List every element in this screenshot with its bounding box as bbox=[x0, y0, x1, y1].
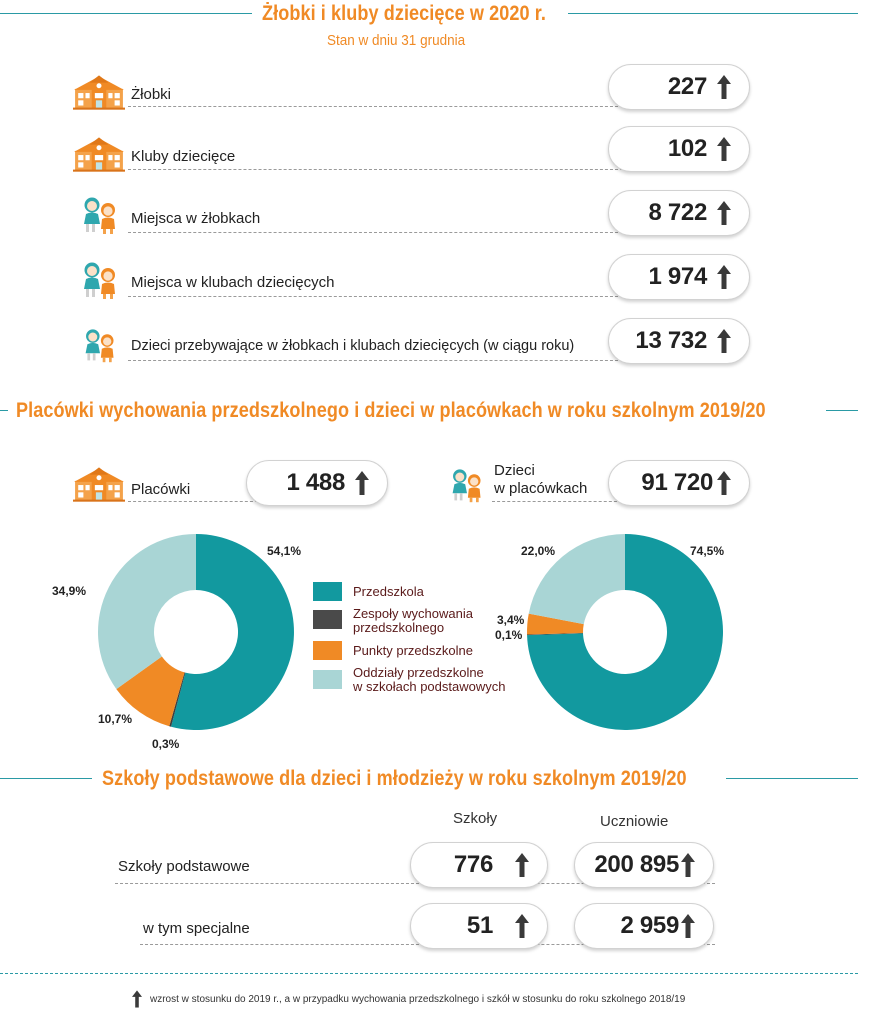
value-children: 91 720 bbox=[641, 469, 713, 496]
section3-line-right bbox=[726, 778, 858, 779]
value-pill-children bbox=[608, 460, 750, 506]
arrow-up-icon bbox=[717, 329, 731, 353]
value-pill-students bbox=[574, 842, 714, 888]
legend-swatch bbox=[313, 582, 342, 601]
legend-label: Przedszkola bbox=[353, 584, 424, 599]
donut-slice-4 bbox=[98, 534, 196, 689]
children-icon bbox=[80, 260, 120, 302]
section2-title: Placówki wychowania przedszkolnego i dzieci w placówkach w roku szkolnym 2019/20 bbox=[16, 399, 766, 422]
row-divider bbox=[128, 501, 258, 502]
value-miejsca-kluby: 1 974 bbox=[648, 263, 707, 290]
pct-label: 10,7% bbox=[98, 712, 133, 726]
children-label-2: w placówkach bbox=[494, 480, 588, 497]
facilities-label: Placówki bbox=[131, 481, 191, 498]
children-label-1: Dzieci bbox=[494, 462, 535, 479]
arrow-up-icon bbox=[717, 201, 731, 225]
row-label-miejsca-kluby: Miejsca w klubach dziecięcych bbox=[131, 274, 335, 291]
legend-label: przedszkolnego bbox=[353, 620, 445, 635]
value-miejsca-zlobki: 8 722 bbox=[648, 199, 707, 226]
arrow-up-icon bbox=[681, 914, 695, 938]
section1-title: Żłobki i kluby dziecięce w 2020 r. bbox=[262, 2, 546, 25]
legend-swatch bbox=[313, 641, 342, 660]
section1-line-right bbox=[568, 13, 858, 14]
row-divider bbox=[128, 106, 623, 107]
value-pill-zlobki bbox=[608, 64, 750, 110]
value-schools: 776 bbox=[453, 851, 493, 878]
row-divider bbox=[128, 296, 623, 297]
donut-chart-children bbox=[525, 532, 725, 732]
pct-label: 3,4% bbox=[497, 613, 525, 627]
pct-label: 22,0% bbox=[521, 544, 556, 558]
row-label-kluby: Kluby dziecięce bbox=[131, 148, 236, 165]
children-icon bbox=[447, 468, 487, 504]
row-divider bbox=[128, 232, 623, 233]
legend-swatch bbox=[313, 610, 342, 629]
arrow-up-icon bbox=[717, 265, 731, 289]
children-icon bbox=[80, 328, 120, 364]
pct-label: 0,3% bbox=[152, 737, 180, 751]
value-schools-special: 51 bbox=[466, 912, 493, 939]
section1-line-left bbox=[0, 13, 252, 14]
value-kluby: 102 bbox=[667, 135, 707, 162]
building-icon bbox=[73, 466, 125, 502]
column-header-schools: Szkoły bbox=[453, 810, 498, 827]
legend-swatch bbox=[313, 670, 342, 689]
value-pill-miejsca-zlobki bbox=[608, 190, 750, 236]
value-pill-schools-special bbox=[410, 903, 548, 949]
value-facilities: 1 488 bbox=[286, 469, 345, 496]
building-icon bbox=[73, 136, 125, 172]
section3-line-left bbox=[0, 778, 92, 779]
arrow-up-icon bbox=[132, 990, 142, 1008]
children-icon bbox=[80, 195, 120, 237]
building-icon bbox=[73, 74, 125, 110]
legend-label: Oddziały przedszkolne bbox=[353, 665, 484, 680]
row-label-specjalne: w tym specjalne bbox=[143, 920, 250, 937]
value-pill-facilities bbox=[246, 460, 388, 506]
value-pill-miejsca-kluby bbox=[608, 254, 750, 300]
pct-label: 74,5% bbox=[690, 544, 725, 558]
pct-label: 54,1% bbox=[267, 544, 302, 558]
row-label-miejsca-zlobki: Miejsca w żłobkach bbox=[131, 210, 261, 227]
section2-line-right bbox=[826, 410, 858, 411]
value-students-special: 2 959 bbox=[620, 912, 679, 939]
value-pill-students-special bbox=[574, 903, 714, 949]
row-divider bbox=[128, 169, 623, 170]
section2-line-left bbox=[0, 410, 8, 411]
footnote: wzrost w stosunku do 2019 r., a w przypadku wychowania przedszkolnego i szkół w stosunku do roku szkolnego 2018/19 bbox=[150, 994, 686, 1005]
row-divider bbox=[128, 360, 623, 361]
value-pill-schools bbox=[410, 842, 548, 888]
row-label-dzieci: Dzieci przebywające w żłobkach i klubach dziecięcych (w ciągu roku) bbox=[131, 338, 575, 354]
value-zlobki: 227 bbox=[667, 73, 707, 100]
value-dzieci: 13 732 bbox=[635, 327, 707, 354]
pct-label: 0,1% bbox=[495, 628, 523, 642]
donut-chart-facilities bbox=[96, 532, 296, 732]
section1-subtitle: Stan w dniu 31 grudnia bbox=[327, 32, 466, 49]
legend-label: w szkołach podstawowych bbox=[353, 679, 506, 694]
value-pill-dzieci bbox=[608, 318, 750, 364]
arrow-up-icon bbox=[717, 471, 731, 495]
arrow-up-icon bbox=[717, 137, 731, 161]
pct-label: 34,9% bbox=[52, 584, 87, 598]
arrow-up-icon bbox=[717, 75, 731, 99]
value-students: 200 895 bbox=[594, 851, 679, 878]
legend-label: Zespoły wychowania bbox=[353, 606, 473, 621]
footer-divider bbox=[0, 973, 858, 974]
section3-title: Szkoły podstawowe dla dzieci i młodzieży w roku szkolnym 2019/20 bbox=[102, 767, 687, 790]
row-label-szkoly: Szkoły podstawowe bbox=[118, 858, 250, 875]
arrow-up-icon bbox=[355, 471, 369, 495]
row-label-zlobki: Żłobki bbox=[131, 86, 172, 103]
arrow-up-icon bbox=[681, 853, 695, 877]
arrow-up-icon bbox=[515, 853, 529, 877]
arrow-up-icon bbox=[515, 914, 529, 938]
row-divider bbox=[492, 501, 622, 502]
column-header-students: Uczniowie bbox=[600, 813, 669, 830]
legend-label: Punkty przedszkolne bbox=[353, 643, 473, 658]
value-pill-kluby bbox=[608, 126, 750, 172]
